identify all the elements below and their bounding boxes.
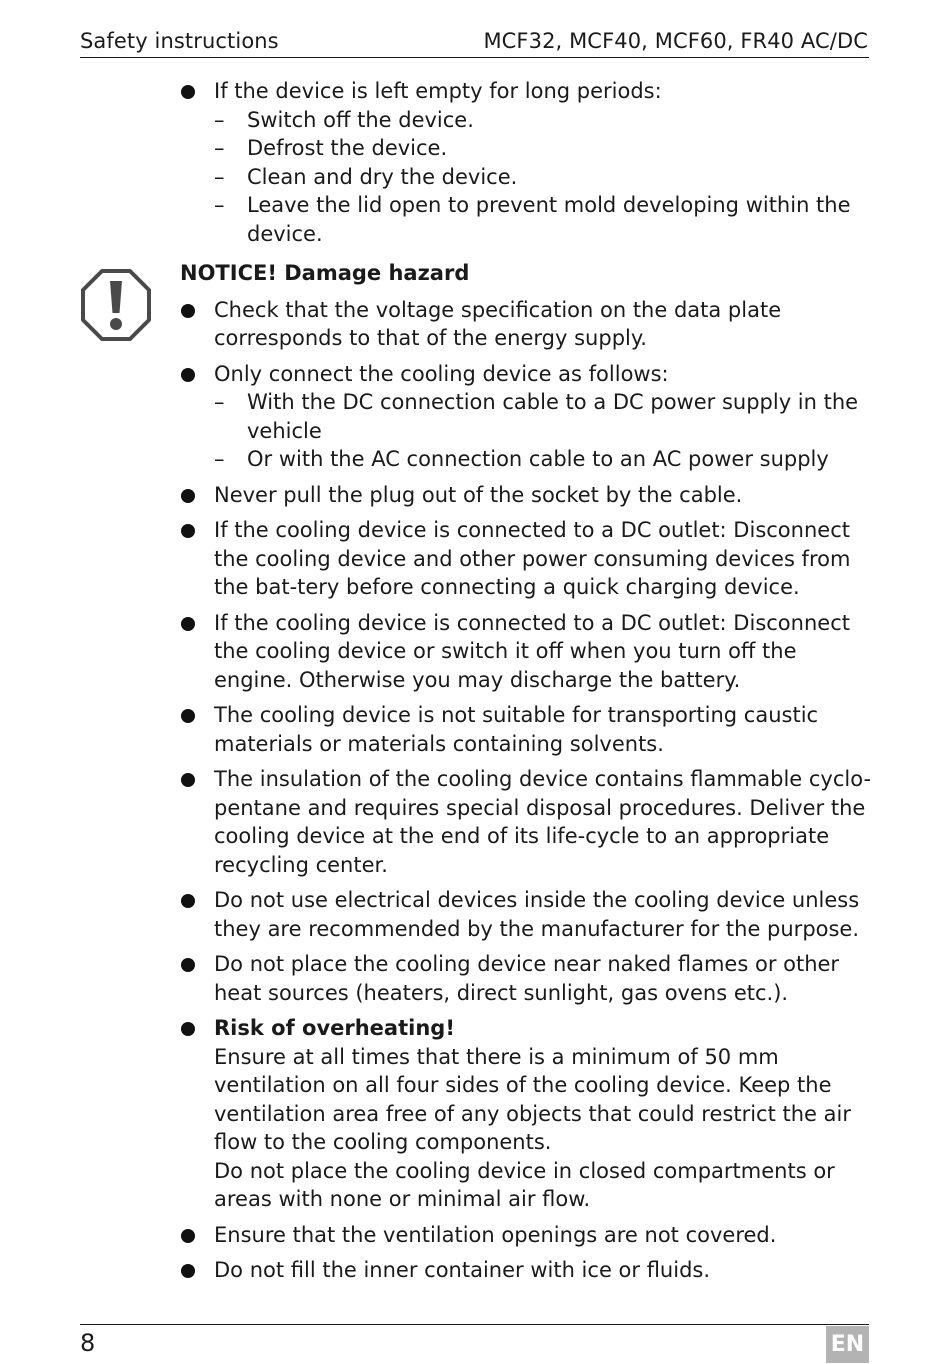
list-item [180,77,880,248]
bullet-dot-icon [181,368,195,382]
list-item [180,1221,880,1250]
top-bullet-list [180,77,880,248]
footer-divider [80,1324,869,1325]
sub-list-item [214,106,880,135]
sub-list-item [214,445,880,474]
sub-list [214,106,880,249]
item-text: Do not use electrical devices inside the cooling device unless they are recommended by the manufacturer for the purpose. [214,888,860,941]
bullet-dot-icon [181,1022,195,1036]
item-text: If the device is left empty for long periods: [214,79,662,103]
warning-exclamation-octagon-icon [80,268,152,342]
list-item [180,886,880,943]
sub-item-text: Leave the lid open to prevent mold developing within the device. [247,193,851,246]
bullet-dot-icon [181,85,195,99]
list-item [180,701,880,758]
dash-icon: – [214,136,225,160]
list-item [180,360,880,474]
item-text: Ensure that the ventilation openings are not covered. [214,1222,777,1247]
dash-icon: – [214,193,225,217]
item-emphasis: Risk of overheating! [214,1016,455,1040]
list-item [180,516,880,602]
item-text: Do not fill the inner container with ice or fluids. [214,1258,711,1282]
item-text: Only connect the cooling device as follows: [214,361,669,386]
bullet-dot-icon [181,958,195,972]
bullet-dot-icon [181,773,195,787]
list-item [180,765,880,879]
bullet-dot-icon [181,894,195,908]
header-section-title: Safety instructions [80,29,279,53]
sub-item-text: Clean and dry the device. [247,164,518,189]
sub-list-item [214,163,880,192]
sub-list-item [214,388,880,445]
bullet-dot-icon [181,524,195,538]
page-number: 8 [80,1329,96,1357]
sub-list-item [214,134,880,163]
main-content [180,77,880,1292]
sub-item-text: Or with the AC connection cable to an AC power supply [247,447,829,471]
notice-bullet-list [180,296,880,1285]
item-text: Never pull the plug out of the socket by the cable. [214,482,743,507]
list-item [180,1256,880,1285]
list-item [180,296,880,353]
header-divider [80,57,869,58]
header-model-list: MCF32, MCF40, MCF60, FR40 AC/DC [483,29,868,53]
list-item [180,1014,880,1214]
dash-icon: – [214,447,225,471]
sub-item-text: With the DC connection cable to a DC power supply in the vehicle [247,390,859,443]
item-text: The cooling device is not suitable for transporting caustic materials or materials containing solvents. [214,703,819,756]
bullet-dot-icon [181,617,195,631]
sub-list-item [214,191,880,248]
sub-item-text: Defrost the device. [247,136,448,160]
bullet-dot-icon [181,709,195,723]
item-paragraph: Ensure at all times that there is a minimum of 50 mm ventilation on all four sides of the cooling device. Keep the ventilation area free of any objects that could restrict the air flow to the cooling components. [214,1044,851,1154]
sub-item-text: Switch off the device. [247,107,474,132]
item-text: If the cooling device is connected to a DC outlet: Disconnect the cooling device or switch it off when you turn off the engine. Otherwise you may discharge the battery. [214,610,850,692]
item-text: If the cooling device is connected to a DC outlet: Disconnect the cooling device and other power consuming devices from the bat-tery before connecting a quick charging device. [214,518,851,599]
item-paragraph: Do not place the cooling device in closed compartments or areas with none or minimal air flow. [214,1158,835,1211]
dash-icon: – [214,390,225,414]
bullet-dot-icon [181,489,195,503]
item-text: The insulation of the cooling device contains flammable cyclo-pentane and requires special disposal procedures. Deliver the cooling device at the end of its life-cycle to an appropriate recycling center. [214,767,872,877]
item-text: Do not place the cooling device near naked flames or other heat sources (heaters, direct sunlight, gas ovens etc.). [214,952,840,1005]
list-item [180,609,880,695]
bullet-dot-icon [181,1264,195,1278]
item-text: Check that the voltage specification on the data plate corresponds to that of the energy supply. [214,297,782,350]
language-badge: EN [826,1326,869,1363]
list-item [180,950,880,1007]
sub-list [214,388,880,474]
dash-icon: – [214,164,225,189]
list-item [180,481,880,510]
bullet-dot-icon [181,1229,195,1243]
bullet-dot-icon [181,304,195,318]
notice-heading: NOTICE! Damage hazard [180,261,470,285]
dash-icon: – [214,107,225,132]
